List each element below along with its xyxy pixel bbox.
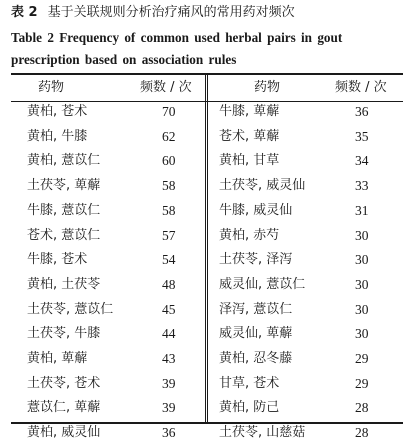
left-herb-pair: 土茯苓, 牛膝 xyxy=(27,326,101,341)
right-herb-pair: 黄柏, 甘草 xyxy=(219,153,280,168)
table-title-english-line1: Table 2 Frequency of common used herbal pairs in gout xyxy=(11,30,343,45)
left-herb-pair: 黄柏, 苍术 xyxy=(27,104,88,119)
left-frequency: 60 xyxy=(162,153,176,168)
right-herb-pair: 苍术, 萆薢 xyxy=(219,129,280,144)
right-frequency: 35 xyxy=(355,129,369,144)
right-herb-pair: 土茯苓, 威灵仙 xyxy=(219,178,306,193)
right-frequency: 34 xyxy=(355,153,369,168)
right-herb-pair: 土茯苓, 泽泻 xyxy=(219,252,293,267)
left-frequency: 70 xyxy=(162,104,176,119)
left-frequency: 39 xyxy=(162,376,176,391)
left-frequency: 39 xyxy=(162,400,176,415)
right-herb-pair: 黄柏, 忍冬藤 xyxy=(219,351,293,366)
right-frequency: 33 xyxy=(355,178,369,193)
right-herb-pair: 威灵仙, 萆薢 xyxy=(219,326,293,341)
right-frequency: 36 xyxy=(355,104,369,119)
left-frequency: 57 xyxy=(162,228,176,243)
table-title-chinese: 基于关联规则分析治疗痛风的常用药对频次 xyxy=(47,5,295,20)
table-number-chinese: 表 2 xyxy=(11,5,38,20)
header-left-frequency: 频数 / 次 xyxy=(140,80,192,95)
left-herb-pair: 黄柏, 薏苡仁 xyxy=(27,153,101,168)
right-herb-pair: 牛膝, 萆薢 xyxy=(219,104,280,119)
left-herb-pair: 黄柏, 牛膝 xyxy=(27,129,88,144)
left-herb-pair: 苍术, 薏苡仁 xyxy=(27,228,101,243)
right-frequency: 28 xyxy=(355,425,369,440)
table-caption-english xyxy=(11,27,403,71)
right-frequency: 30 xyxy=(355,252,369,267)
left-herb-pair: 牛膝, 薏苡仁 xyxy=(27,203,101,218)
table-title-english-line2: prescription based on association rules xyxy=(11,52,237,67)
right-herb-pair: 土茯苓, 山慈菇 xyxy=(219,425,306,440)
left-frequency: 45 xyxy=(162,302,176,317)
right-frequency: 30 xyxy=(355,277,369,292)
right-frequency: 30 xyxy=(355,228,369,243)
left-herb-pair: 黄柏, 土茯苓 xyxy=(27,277,101,292)
right-frequency: 31 xyxy=(355,203,369,218)
left-herb-pair: 土茯苓, 苍术 xyxy=(27,376,101,391)
left-frequency: 54 xyxy=(162,252,176,267)
right-herb-pair: 黄柏, 防己 xyxy=(219,400,280,415)
header-right-pair: 药物 xyxy=(254,80,281,95)
right-frequency: 28 xyxy=(355,400,369,415)
left-herb-pair: 牛膝, 苍术 xyxy=(27,252,88,267)
header-right-frequency: 频数 / 次 xyxy=(335,80,387,95)
right-herb-pair: 甘草, 苍术 xyxy=(219,376,280,391)
right-frequency: 29 xyxy=(355,376,369,391)
left-herb-pair: 薏苡仁, 萆薢 xyxy=(27,400,101,415)
left-frequency: 44 xyxy=(162,326,176,341)
left-frequency: 36 xyxy=(162,425,176,440)
right-herb-pair: 牛膝, 威灵仙 xyxy=(219,203,293,218)
left-frequency: 58 xyxy=(162,203,176,218)
table-caption-chinese xyxy=(11,4,295,22)
right-herb-pair: 泽泻, 薏苡仁 xyxy=(219,302,293,317)
left-frequency: 58 xyxy=(162,178,176,193)
left-herb-pair: 土茯苓, 萆薢 xyxy=(27,178,101,193)
left-frequency: 48 xyxy=(162,277,176,292)
left-herb-pair: 黄柏, 萆薢 xyxy=(27,351,88,366)
left-frequency: 43 xyxy=(162,351,176,366)
left-herb-pair: 黄柏, 威灵仙 xyxy=(27,425,101,440)
table-bottom-rule xyxy=(11,422,403,424)
right-frequency: 29 xyxy=(355,351,369,366)
left-herb-pair: 土茯苓, 薏苡仁 xyxy=(27,302,114,317)
table-column-separator xyxy=(205,75,208,422)
right-herb-pair: 威灵仙, 薏苡仁 xyxy=(219,277,306,292)
left-frequency: 62 xyxy=(162,129,176,144)
right-frequency: 30 xyxy=(355,302,369,317)
right-herb-pair: 黄柏, 赤芍 xyxy=(219,228,280,243)
right-frequency: 30 xyxy=(355,326,369,341)
header-left-pair: 药物 xyxy=(38,80,65,95)
